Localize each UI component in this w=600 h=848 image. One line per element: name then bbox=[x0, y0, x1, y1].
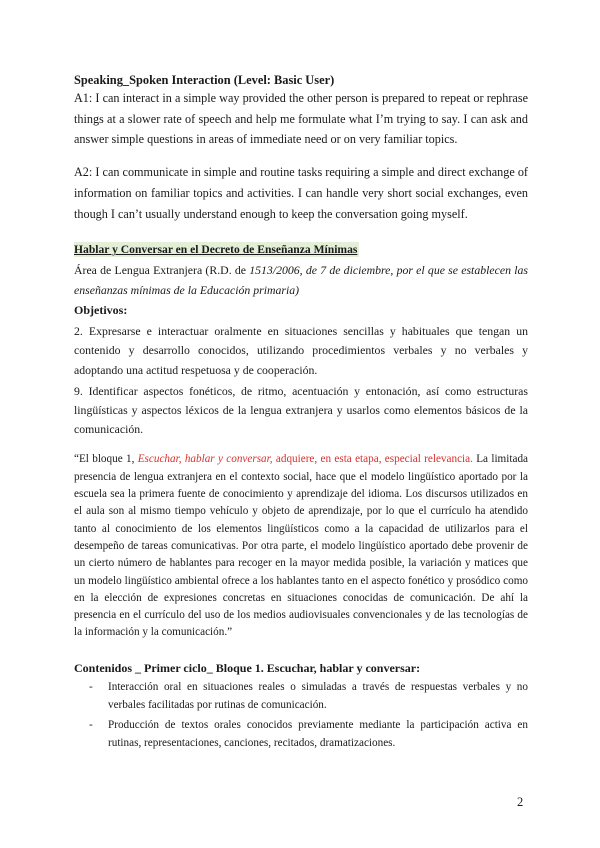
objetivos-heading: Objetivos: bbox=[74, 303, 128, 318]
quote-open: “El bloque 1, bbox=[74, 453, 138, 466]
bloque-quote bbox=[74, 451, 528, 641]
decreto-heading: Hablar y Conversar en el Decreto de Enseñanza Mínimas bbox=[74, 243, 358, 257]
quote-italic-red: Escuchar, hablar y conversar, bbox=[137, 453, 273, 466]
objetivo-item: 9. Identificar aspectos fonéticos, de ritmo, acentuación y entonación, así como estructuras lingüísticas y aspectos léxicos de la lengua extranjera y usarlos como elementos básicos de la comunicación. bbox=[74, 383, 528, 437]
objetivo-item: 2. Expresarse e interactuar oralmente en situaciones sencillas y habituales que tengan un contenido y desarrollo conocidos, utilizando procedimientos verbales y no verbales y adoptando una actitud respetuosa y de cooperación. bbox=[74, 324, 528, 377]
area-prefix: Área de Lengua Extranjera (R.D. de bbox=[74, 263, 250, 278]
list-item bbox=[74, 679, 528, 715]
decreto-area-reference bbox=[74, 260, 528, 300]
area-decree-title: 1513/2006, de 7 de diciembre, por el que se establecen las enseñanzas mínimas de la Educación primaria) bbox=[74, 263, 528, 298]
document-page bbox=[74, 72, 528, 753]
list-item-text: Producción de textos orales conocidos previamente mediante la participación activa en rutinas, representaciones, canciones, recitados, dramatizaciones. bbox=[108, 719, 528, 750]
dash-bullet: - bbox=[89, 680, 93, 693]
speaking-a1-paragraph: A1: I can interact in a simple way provided the other person is prepared to repeat or rephrase things at a slower rate of speech and help me formulate what I’m trying to say. I can ask and answer simple questions in areas of immediate need or on very familiar topics. bbox=[74, 91, 528, 147]
page-number: 2 bbox=[517, 795, 524, 809]
speaking-heading: Speaking_Spoken Interaction (Level: Basic User) bbox=[74, 73, 335, 87]
speaking-a2-paragraph: A2: I can communicate in simple and routine tasks requiring a simple and direct exchange of information on familiar topics and activities. I can handle very short social exchanges, even though I can’t usually understand enough to keep the conversation going myself. bbox=[74, 165, 528, 221]
dash-bullet: - bbox=[89, 719, 93, 732]
quote-red: adquiere, en esta etapa, especial relevancia. bbox=[272, 453, 473, 466]
quote-rest: La limitada presencia de lengua extranjera en el contexto social, hace que el modelo lingüístico aportado por la escuela sea la primera fuente de conocimiento y aprendizaje del idioma. Los discursos utilizados en el aula son al mismo tiempo vehículo y objeto de aprendizaje, por lo que el currículo ha atendido tanto al conocimiento de los elementos lingüísticos como a la capacidad de utilizarlos para el desempeño de tareas comunicativas. Por otra parte, el modelo lingüístico aportado debe provenir de un cierto número de hablantes para recoger en la mayor medida posible, la variación y matices que un modelo lingüístico ambiental ofrece a los hablantes tanto en el aspecto fonético y prosódico como en la elección de expresiones concretas en situaciones conocidas de comunicación. De ahí la presencia en el currículo del uso de los medios audiovisuales convencionales y de las tecnologías de la información y la comunicación.” bbox=[74, 453, 528, 639]
list-item-text: Interacción oral en situaciones reales o simuladas a través de respuestas verbales y no verbales facilitadas por rutinas de comunicación. bbox=[108, 680, 528, 711]
contenidos-heading: Contenidos _ Primer ciclo_ Bloque 1. Escuchar, hablar y conversar: bbox=[74, 660, 421, 675]
list-item bbox=[74, 717, 528, 753]
contenidos-list bbox=[74, 679, 528, 753]
